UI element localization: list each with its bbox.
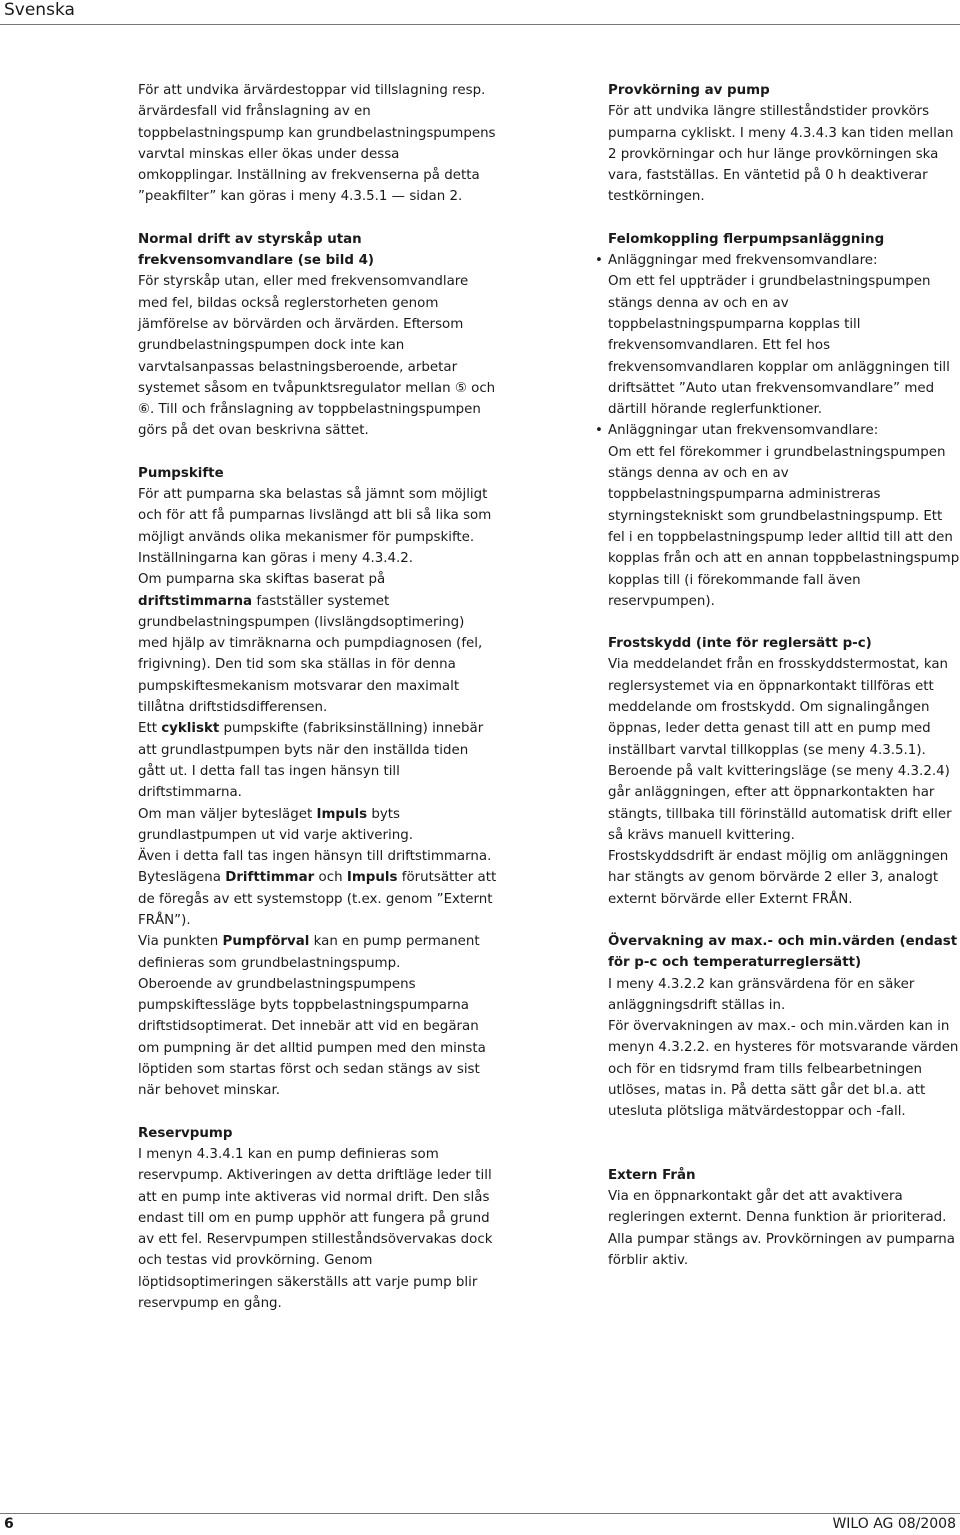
bullet-item [595,420,960,612]
felomkoppling-heading: Felomkoppling flerpumpsanläggning [608,231,885,247]
bullet-item [595,250,960,420]
footer-divider [0,1513,960,1514]
pumpskifte-paragraph-3: Ett cykliskt pumpskifte (fabriksinställning) innebär att grundlastpumpen byts när den inställda tiden gått ut. I detta fall tas ingen hänsyn till driftstimmarna. [138,721,484,801]
section-label: Svenska [4,0,75,20]
spacer [608,910,960,931]
spacer [608,612,960,633]
pumpskifte-heading: Pumpskifte [138,465,224,481]
bullet-body: Om ett fel uppträder i grundbelastningspumpen stängs denna av och en av toppbelastningspumparna kopplas till frekvensomvandlaren. Ett fel hos frekvensomvandlaren kopplar om anläggningen till driftsättet ”Auto utan frekvensomvandlare” med därtill hörande reglerfunktioner. [608,274,950,418]
pumpskifte-paragraph-7: Via punkten Pumpförval kan en pump permanent definieras som grundbelastningspump. [138,934,480,971]
frostskydd-heading: Frostskydd (inte för reglersätt p-c) [608,636,872,652]
pumpskifte-paragraph-5: Även i detta fall tas ingen hänsyn till driftstimmarna. [138,849,492,865]
frostskydd-body-2: Frostskyddsdrift är endast möjlig om anläggningen har stängts av genom börvärde 2 eller 3, analogt externt börvärde eller Externt FRÅN. [608,849,949,907]
bullet-dot: • [595,423,603,439]
bullet-title: Anläggningar med frekvensomvandlare: [608,253,878,269]
overvakning-heading: Övervakning av max.- och min.värden (endast för p-c och temperaturreglersätt) [608,933,958,971]
page-header [0,0,960,22]
spacer [608,1144,960,1165]
spacer [138,208,498,229]
pumpskifte-paragraph-8: Oberoende av grundbelastningspumpens pumpskiftessläge byts toppbelastningspumparna driftstidsoptimerat. Det innebär att vid en begäran om pumpning är det alltid pumpen med den minsta löptiden som startas först och sedan stängs av sist när behovet minskar. [138,976,486,1099]
right-column [595,80,960,1271]
spacer [608,1123,960,1144]
reservpump-body: I menyn 4.3.4.1 kan en pump definieras som reservpump. Aktiveringen av detta driftläge leder till att en pump inte aktiveras vid normal drift. Den slås endast till om en pump upphör att fungera på grund av ett fel. Reservpumpen stilleståndsövervakas dock och testas vid provkörning. Genom löptidsoptimeringen säkerställs att varje pump blir reservpump en gång. [138,1146,493,1312]
bullet-title: Anläggningar utan frekvensomvandlare: [608,423,879,439]
pumpskifte-paragraph-4: Om man väljer bytesläget Impuls byts grundlastpumpen ut vid varje aktivering. [138,806,413,843]
footer-brand: WILO AG 08/2008 [832,1516,956,1532]
bullet-dot: • [595,253,603,269]
header-divider [0,24,960,25]
spacer [608,208,960,229]
extern-fran-body: Via en öppnarkontakt går det att avaktivera regleringen externt. Denna funktion är prioriterad. Alla pumpar stängs av. Provkörningen av pumparna förblir aktiv. [608,1188,955,1268]
normal-drift-heading: Normal drift av styrskåp utan frekvensomvandlare (se bild 4) [138,231,375,269]
pumpskifte-paragraph-1: För att pumparna ska belastas så jämnt som möjligt och för att få pumparnas livslängd att bli så lika som möjligt används olika mekanismer för pumpskifte. Inställningarna kan göras i meny 4.3.4.2. [138,487,492,566]
overvakning-body-1: I meny 4.3.2.2 kan gränsvärdena för en säker anläggningsdrift ställas in. [608,976,915,1013]
pumpskifte-paragraph-6: Byteslägena Drifttimmar och Impuls förutsätter att de föregås av ett systemstopp (t.ex. genom ”Externt FRÅN”). [138,870,497,928]
bullet-body: Om ett fel förekommer i grundbelastningspumpen stängs denna av och en av toppbelastningspumparna administreras styrningstekniskt som grundbelastningspump. Ett fel i en toppbelastningspump leder alltid till att den kopplas från och att en annan toppbelastningspump kopplas till (i förekommande fall även reservpumpen). [608,444,960,609]
extern-fran-heading: Extern Från [608,1167,696,1183]
frostskydd-body-1: Via meddelandet från en frosskyddstermostat, kan reglersystemet via en öppnarkontakt tillföras ett meddelande om frostskydd. Om signalingången öppnas, leder detta genast till att en pump med inställbart varvtal tillkopplas (se meny 4.3.5.1). Beroende på valt kvitteringsläge (se meny 4.3.2.4) går anläggningen, efter att öppnarkontakten har stängts, tillbaka till förinställd automatisk drift eller så krävs manuell kvittering. [608,657,952,843]
normal-drift-body: För styrskåp utan, eller med frekvensomvandlare med fel, bildas också reglerstorheten genom jämförelse av börvärden och ärvärden. Eftersom grundbelastningspumpen dock inte kan varvtalsanpassas belastningsberoende, arbetar systemet såsom en tvåpunktsregulator mellan ⑤ och ⑥. Till och frånslagning av toppbelastningspumpen görs på det ovan beskrivna sättet. [138,274,496,439]
spacer [138,1102,498,1123]
left-column [138,80,498,1314]
provkorning-heading: Provkörning av pump [608,83,770,98]
overvakning-body-2: För övervakningen av max.- och min.värden kan in menyn 4.3.2.2. en hysteres för motsvarande värden och för en tidsrymd fram tills felbearbetningen utlöses, matas in. På detta sätt går det bl.a. att utesluta plötsliga mätvärdestoppar och -fall. [608,1019,959,1120]
page-number: 6 [4,1516,14,1532]
provkorning-body: För att undvika längre stilleståndstider provkörs pumparna cykliskt. I meny 4.3.4.3 kan tiden mellan 2 provkörningar och hur länge provkörningen ska vara, fastställas. En väntetid på 0 h deaktiverar testkörningen. [608,104,954,205]
intro-paragraph: För att undvika ärvärdestoppar vid tillslagning resp. ärvärdesfall vid frånslagning av en toppbelastningspump kan grundbelastningspumpens varvtal minskas eller ökas under dessa omkopplingar. Inställning av frekvenserna på detta ”peakfilter” kan göras i meny 4.3.5.1 — sidan 2. [138,83,496,205]
spacer [138,442,498,463]
reservpump-heading: Reservpump [138,1125,233,1141]
pumpskifte-paragraph-2: Om pumparna ska skiftas baserat på driftstimmarna fastställer systemet grundbelastningspumpen (livslängdsoptimering) med hjälp av timräknarna och pumpdiagnosen (fel, frigivning). Den tid som ska ställas in för denna pumpskiftesmekanism motsvarar den maximalt tillåtna driftstidsdifferensen. [138,572,483,716]
